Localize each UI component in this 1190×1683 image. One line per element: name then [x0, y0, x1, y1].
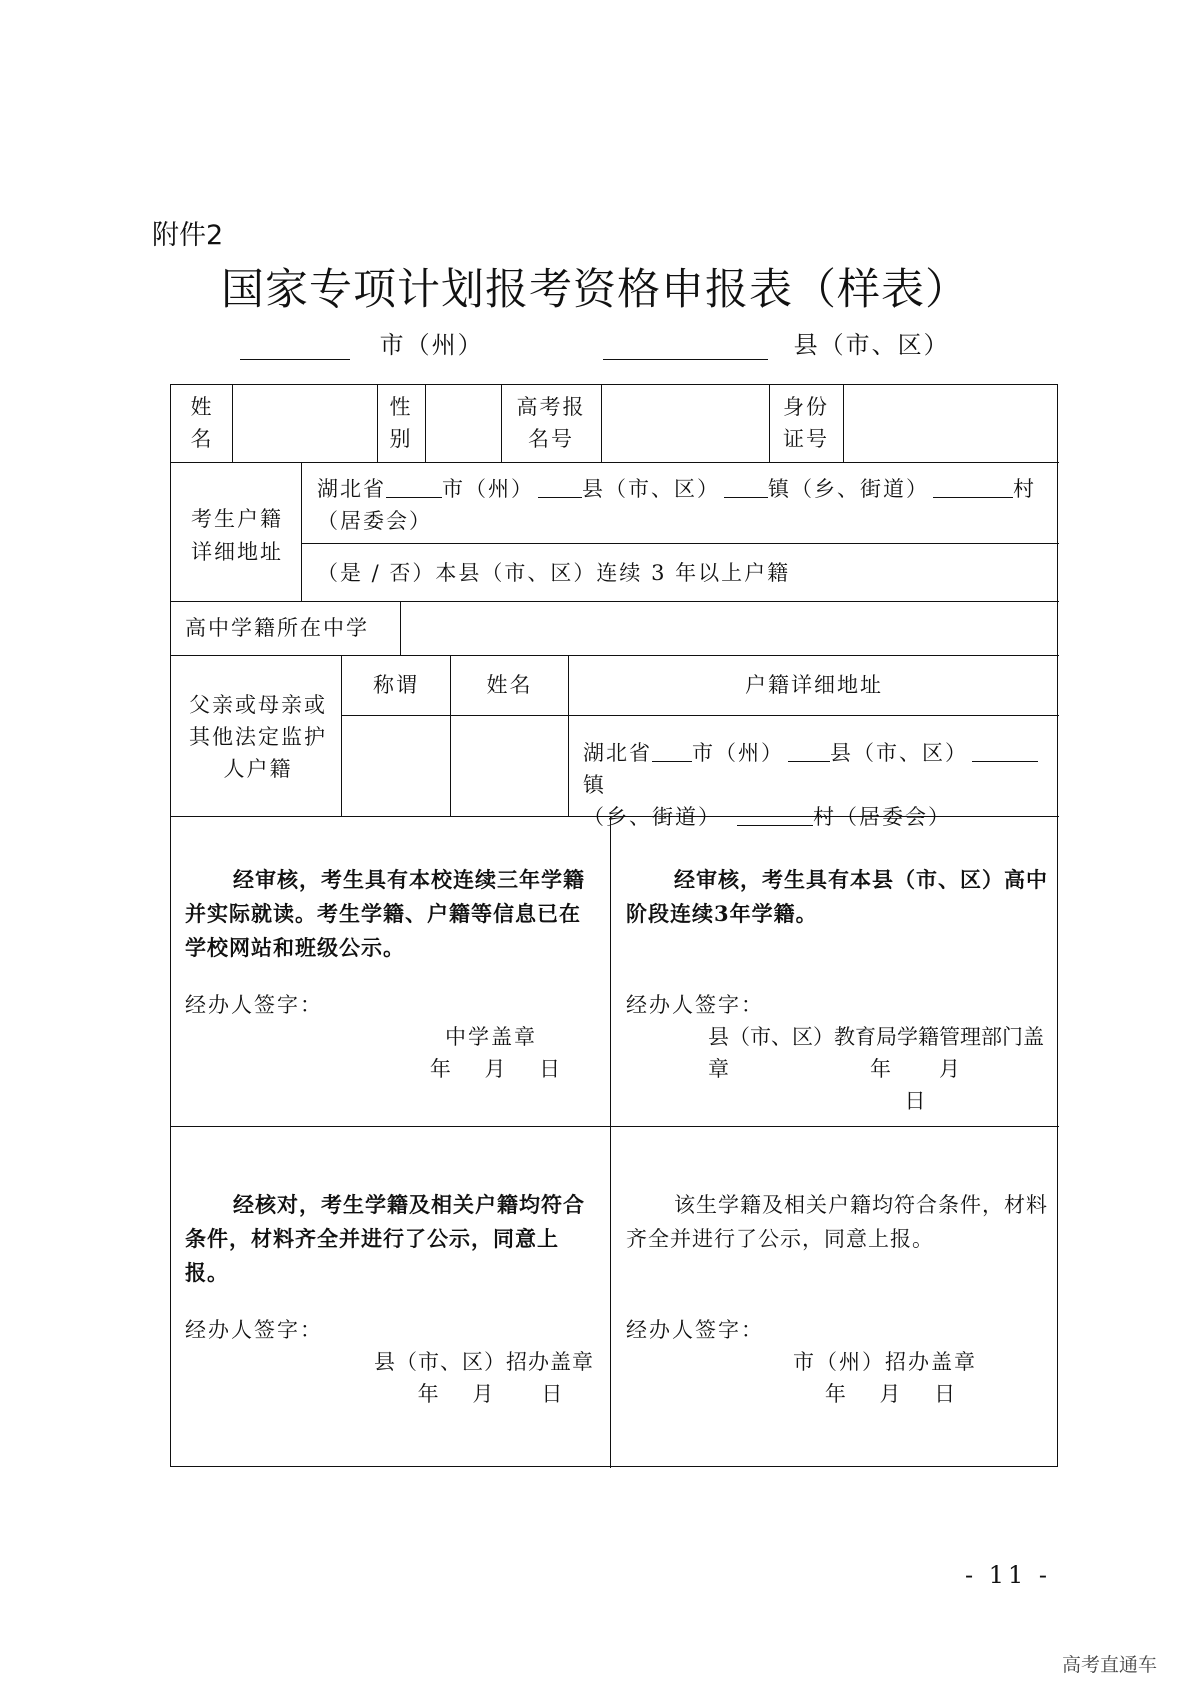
- residence-village-blank[interactable]: [933, 477, 1013, 498]
- school-seal: 中学盖章: [445, 1025, 537, 1049]
- id-number-label: 身份证号: [783, 395, 829, 451]
- id-number-input[interactable]: [844, 386, 1056, 461]
- name-label: 姓名: [190, 395, 214, 451]
- county-blank[interactable]: [603, 337, 768, 360]
- residence-town: 镇（乡、街道）: [768, 477, 929, 501]
- school-label: 高中学籍所在中学: [185, 616, 369, 640]
- residence-province: 湖北省: [317, 477, 386, 501]
- city-blank[interactable]: [240, 337, 350, 360]
- guardian-city: 市（州）: [692, 741, 784, 765]
- school-approval-text: 经审核，考生具有本校连续三年学籍并实际就读。考生学籍、户籍等信息已在学校网站和班级公示。: [185, 867, 585, 960]
- county-field: [603, 325, 950, 360]
- bureau-seal: 县（市、区）教育局学籍管理部门盖章: [708, 1025, 1044, 1081]
- watermark: 高考直通车: [1062, 1654, 1158, 1676]
- guardian-province: 湖北省: [583, 741, 652, 765]
- city-label: 市（州）: [379, 331, 484, 359]
- residence-town-blank[interactable]: [724, 477, 768, 498]
- guardian-label: 父亲或母亲或其他法定监护人户籍: [189, 693, 327, 781]
- gender-label: 性别: [389, 395, 413, 451]
- city-seal: 市（州）招办盖章: [793, 1350, 977, 1374]
- county-label: 县（市、区）: [793, 331, 950, 359]
- county-approval-text: 经核对，考生学籍及相关户籍均符合条件，材料齐全并进行了公示，同意上报。: [185, 1192, 585, 1285]
- bureau-signer[interactable]: 经办人签字：: [626, 993, 764, 1017]
- city-approval-text: 该生学籍及相关户籍均符合条件，材料齐全并进行了公示，同意上报。: [626, 1193, 1048, 1251]
- school-date: 年 月 日: [429, 1057, 563, 1081]
- school-signer[interactable]: 经办人签字：: [185, 993, 323, 1017]
- residence-county: 县（市、区）: [582, 477, 720, 501]
- guardian-town-blank[interactable]: [972, 741, 1038, 762]
- guardian-relation-header: 称谓: [373, 673, 419, 697]
- bureau-date: 年 月 日: [870, 1057, 1008, 1113]
- guardian-village: 村（居委会）: [813, 805, 951, 829]
- residence-address: [317, 473, 1052, 537]
- bureau-approval-text: 经审核，考生具有本县（市、区）高中阶段连续3年学籍。: [626, 867, 1048, 926]
- guardian-address-header: 户籍详细地址: [745, 673, 883, 697]
- city-signer[interactable]: 经办人签字：: [626, 1318, 764, 1342]
- guardian-town: 镇: [583, 773, 606, 797]
- application-form-table: [170, 384, 1058, 1467]
- guardian-name-header: 姓名: [486, 673, 533, 697]
- exam-number-input[interactable]: [602, 386, 768, 461]
- page-number: - 11 -: [965, 1561, 1052, 1589]
- residence-committee: （居委会）: [317, 509, 432, 533]
- attachment-label: 附件2: [152, 220, 224, 251]
- page-title: 国家专项计划报考资格申报表（样表）: [221, 265, 969, 315]
- city-date: 年 月 日: [824, 1382, 958, 1406]
- city-field: [240, 325, 484, 360]
- guardian-city-blank[interactable]: [652, 741, 692, 762]
- county-seal: 县（市、区）招办盖章: [374, 1350, 594, 1374]
- exam-number-label: 高考报名号: [516, 395, 586, 451]
- guardian-relation-input[interactable]: [343, 717, 449, 815]
- guardian-address: [583, 737, 1053, 833]
- residence-village: 村: [1013, 477, 1036, 501]
- guardian-county-blank[interactable]: [788, 741, 830, 762]
- residence-city-blank[interactable]: [386, 477, 442, 498]
- school-input[interactable]: [402, 603, 1056, 654]
- guardian-subdistrict: （乡、街道）: [583, 805, 721, 829]
- guardian-name-input[interactable]: [452, 717, 567, 815]
- residence-continuity[interactable]: （是 / 否）本县（市、区）连续 3 年以上户籍: [317, 561, 791, 585]
- name-input[interactable]: [233, 386, 376, 461]
- gender-input[interactable]: [426, 386, 500, 461]
- guardian-village-blank[interactable]: [737, 805, 813, 826]
- guardian-county: 县（市、区）: [830, 741, 968, 765]
- residence-county-blank[interactable]: [538, 477, 582, 498]
- county-date: 年 月 日: [417, 1382, 565, 1406]
- county-signer[interactable]: 经办人签字：: [185, 1318, 323, 1342]
- residence-city: 市（州）: [442, 477, 534, 501]
- residence-label: 考生户籍详细地址: [191, 507, 283, 564]
